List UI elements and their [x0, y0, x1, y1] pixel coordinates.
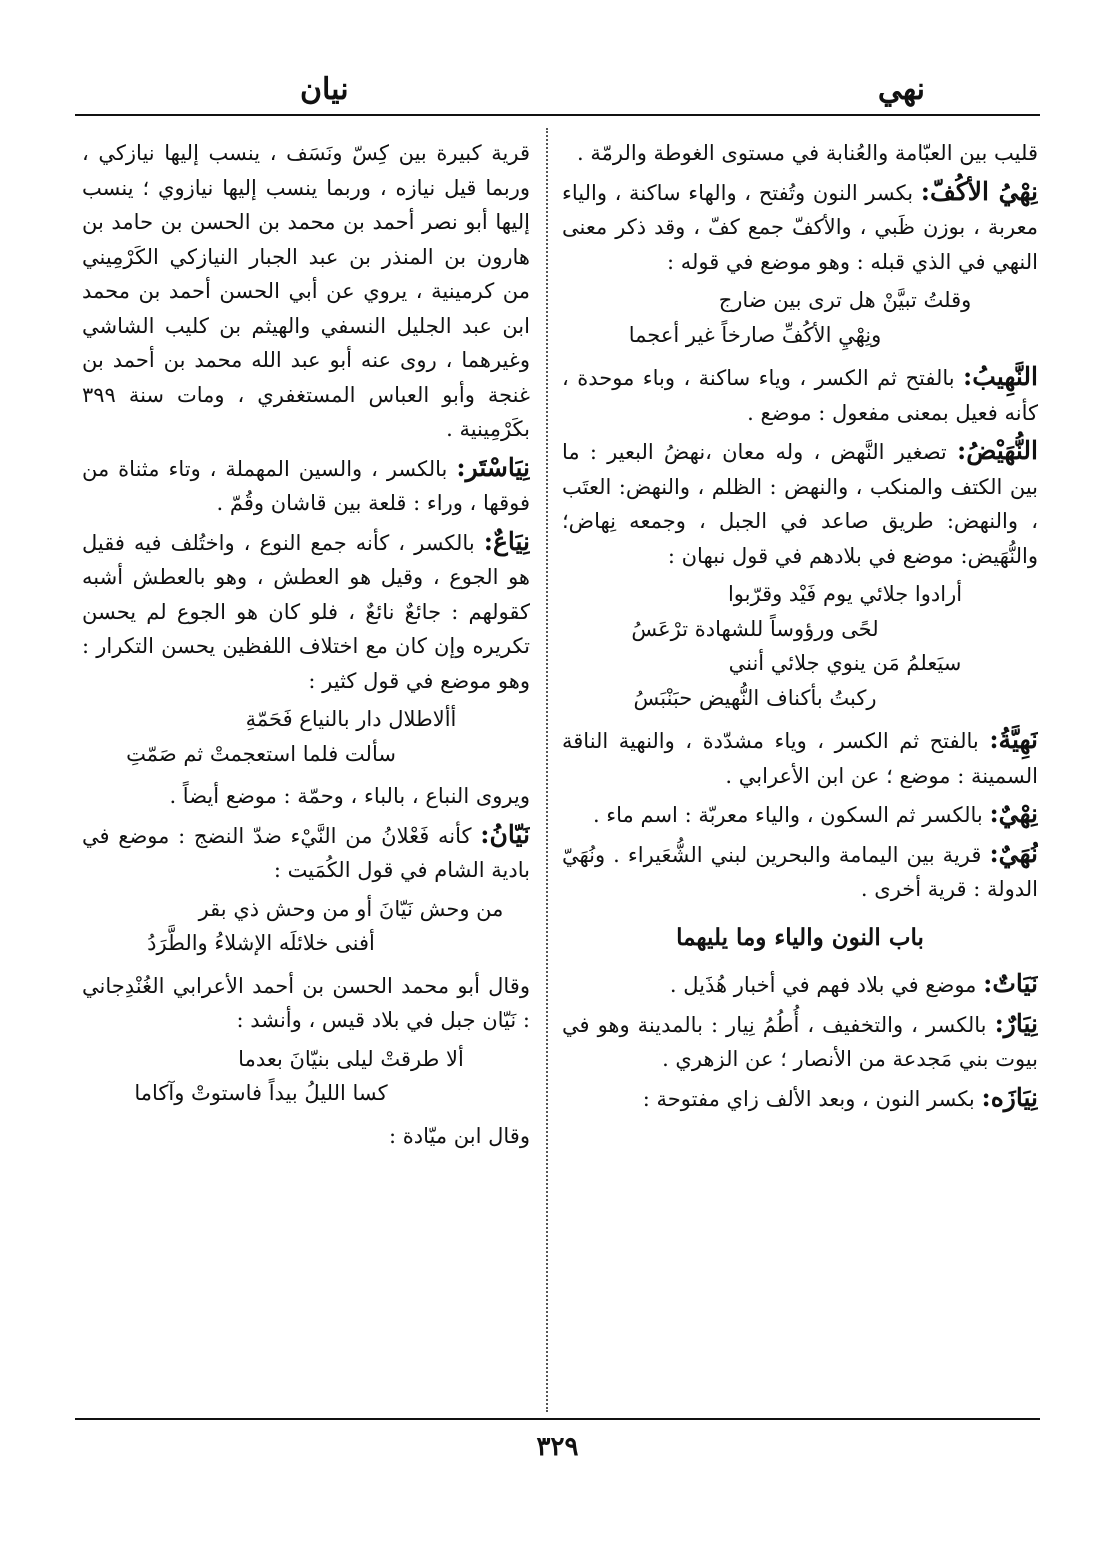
verse [82, 1042, 530, 1111]
right-column [562, 136, 1038, 1412]
verse-line: سيَعلمُ مَن ينوي جلائي أنني [728, 651, 962, 675]
headword: نِهْيٌ: [989, 799, 1038, 828]
entry-nahiyya [562, 723, 1038, 793]
entry-text: وقال ابن ميّادة : [389, 1123, 530, 1148]
headword: النَّهِيبُ: [963, 362, 1038, 391]
entry-text: بكسر النون ، وبعد الألف زاي مفتوحة : [642, 1086, 975, 1111]
entry-text: بالكسر ثم السكون ، والياء معربّة : اسم ماء . [592, 803, 983, 827]
entry-text: كأنه فَعْلانُ من النَّيْء ضدّ النضج : موضع في بادية الشام في قول الكُمَيت : [82, 823, 530, 882]
verse [562, 283, 1038, 352]
entry-text: قرية بين اليمامة والبحرين لبني الشُّعَيراء . ونُهَيّ الدولة : قرية أخرى . [562, 842, 1038, 901]
entry-text: بالكسر ، والسين المهملة ، وتاء مثناة من فوقها ، وراء : قلعة بين قاشان وقُمّ . [82, 456, 530, 515]
headword: نِيَاسْتَر: [456, 452, 530, 482]
verse [82, 702, 530, 771]
headword: نِهْيُ الأكُفّ: [920, 176, 1038, 206]
verse-line: من وحش نَيّانَ أو من وحش ذي بقر [198, 896, 504, 921]
entry-nuhayd [562, 434, 1038, 573]
column-divider [546, 128, 548, 1412]
entry-text: تصغير النَّهض ، وله معان ،نهضُ البعير : ما بين الكتف والمنكب ، والنهض : الظلم ، والنهض: العتَب ، والنهض: طريق صاعد في الجبل ، وجمعه نِهاض؛ والنُّهَيض: موضع في بلادهم في قول نبهان : [562, 440, 1038, 568]
entry-text: بالكسر ، والتخفيف ، أُطُمُ نِيار : بالمدينة وهو في بيوت بني مَجدعة من الأنصار ؛ عن الزهري . [562, 1012, 1038, 1071]
entry-nuhay [562, 837, 1038, 907]
entry-niyat [562, 967, 1038, 1003]
headword: النُّهَيْضُ: [956, 436, 1038, 465]
entry-text: ويروى النباع ، بالباء ، وحمّة : موضع أيضاً . [169, 784, 530, 808]
verse-line: لحًى ورؤوساً للشهادة ترْعَسُ [631, 616, 879, 641]
verse-line: سألت فلما استعجمتْ ثم صَمّتِ [126, 741, 396, 766]
entry-text: بالكسر ، كأنه جمع النوع ، واختُلف فيه فقيل هو الجوع ، وقيل هو العطش ، وهو بالعطش أشبه كقولهم : جائعٌ نائعٌ ، فلو كان هو الجوع لم يحسن تكريره وإن كان مع اختلاف اللفظين يحسن التكرار : وهو موضع في قول كثير : [82, 530, 530, 693]
entry-nayyan [82, 818, 530, 888]
entry-text: بالفتح ثم الكسر ، وياء ساكنة ، وباء موحدة ، كأنه فعيل بمعنى مفعول : موضع . [562, 366, 1038, 425]
verse-line: ونِهْيِ الأكُفِّ صارخاً غير أعجما [628, 322, 882, 347]
continuation-text: قليب بين العبّامة والعُنابة في مستوى الغوطة والرمّة . [577, 141, 1038, 165]
verse-line: وقلتُ تبيَّنْ هل ترى بين ضارج [718, 288, 972, 312]
header-left-word: نيان [300, 72, 349, 107]
section-title: باب النون والياء وما يليهما [676, 923, 924, 951]
verse-line: ألا طرقتْ ليلى بنيّانَ بعدما [238, 1046, 464, 1071]
entry-nahy-akuf [562, 175, 1038, 280]
verse-line: أرادوا جلائي يوم فَيْد وقرّبوا [727, 582, 963, 606]
verse-line: أألاطلال دار بالنياع فَحَمّةِ [245, 707, 457, 731]
left-column [82, 136, 530, 1412]
verse-line: كسا الليلُ بيداً فاستوتْ وآكاما [134, 1081, 388, 1105]
verse-line: ركبتُ بأكناف النُّهيض حبَنْبَسُ [633, 685, 877, 710]
entry-nahib [562, 360, 1038, 430]
page-number: ٣٢٩ [536, 1432, 579, 1462]
headword: نِيَازَه: [981, 1082, 1038, 1112]
headword: نَهِيَّةُ: [989, 725, 1038, 754]
entry-niyar [562, 1007, 1038, 1077]
entry-text: بالفتح ثم الكسر ، وياء مشدّدة ، والنهية الناقة السمينة : موضع ؛ عن ابن الأعرابي . [562, 729, 1038, 788]
headword: نِيَاعٌ: [483, 526, 530, 556]
entry-text: وقال أبو محمد الحسن بن أحمد الأعرابي الغُنْدِجاني : نَيّان جبل في بلاد قيس ، وأنشد : [82, 973, 530, 1032]
headword: نِيَارٌ: [994, 1008, 1038, 1038]
continuation-text: قرية كبيرة بين كِسّ ونَسَف ، ينسب إليها نيازكي ، وربما قيل نيازه ، وربما ينسب إليها نيازوي ؛ ينسب إليها أبو نصر أحمد بن محمد بن الحسن بن حامد بن هارون بن المنذر بن عبد الجبار النيازكي الكَرْمِيني من كرمينية ، يروي عن أبي الحسن أحمد بن محمد ابن عبد الجليل النسفي والهيثم بن كليب الشاشي وغيرهما ، روى عنه أبو عبد الله محمد بن أحمد بن غنجة وأبو العباس المستغفري ، ومات سنة ٣٩٩ بكَرْمِينية . [82, 141, 530, 441]
entry-niyazah [562, 1081, 1038, 1117]
entry-niyastar [82, 451, 530, 521]
bottom-rule [75, 1418, 1040, 1420]
entry-text: موضع في بلاد فهم في أخبار هُذَيل . [669, 973, 977, 997]
header-right-word: نهي [877, 72, 925, 107]
verse [562, 577, 1038, 715]
headword: نَيّانُ: [480, 819, 530, 849]
top-rule [75, 114, 1040, 116]
headword: نُهَيٌ: [989, 838, 1038, 868]
entry-text: بكسر النون وتُفتح ، والهاء ساكنة ، والياء معربة ، بوزن ظَبي ، والأكفّ جمع كفّ ، وقد ذكر معنى النهي في الذي قبله : وهو موضع في قوله : [562, 180, 1038, 274]
entry-niyaa [82, 525, 530, 699]
running-header [75, 70, 1040, 110]
headword: نَيَاتٌ: [983, 969, 1038, 998]
verse [82, 892, 530, 961]
entry-nihy [562, 797, 1038, 833]
verse-line: أفنى خلائلَه الإشلاءُ والطَّرَدُ [147, 931, 375, 955]
